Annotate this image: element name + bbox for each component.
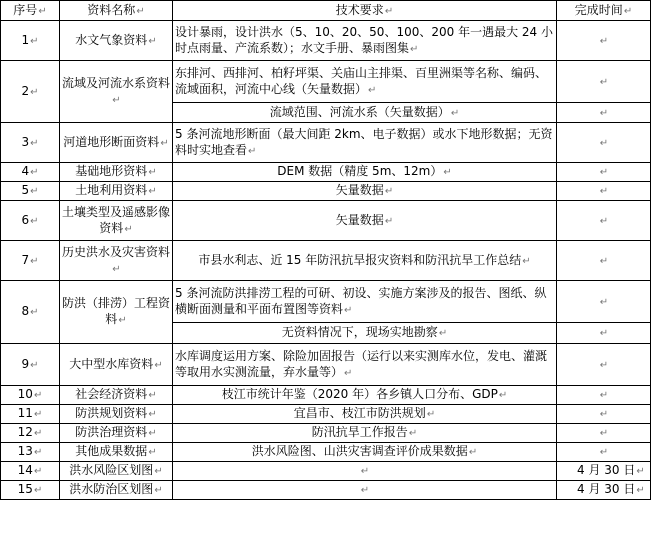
paragraph-mark: ↵ xyxy=(148,167,157,178)
paragraph-mark: ↵ xyxy=(118,315,127,326)
header-requirements: 技术要求↵ xyxy=(173,1,557,21)
cell-requirement: 无资料情况下，现场实地勘察↵ xyxy=(173,323,557,344)
paragraph-mark: ↵ xyxy=(522,255,531,267)
table-row xyxy=(1,344,651,386)
paragraph-mark: ↵ xyxy=(384,215,394,227)
paragraph-mark: ↵ xyxy=(360,466,370,477)
paragraph-mark: ↵ xyxy=(450,107,460,119)
paragraph-mark: ↵ xyxy=(148,186,157,197)
paragraph-mark: ↵ xyxy=(33,466,43,477)
paragraph-mark: ↵ xyxy=(599,447,609,458)
cell-completion-time xyxy=(557,323,651,344)
cell-name: 大中型水库资料↵ xyxy=(60,344,173,386)
cell-requirement: 市县水利志、近 15 年防汛抗旱报灾资料和防汛抗旱工作总结↵ xyxy=(173,241,557,281)
paragraph-mark: ↵ xyxy=(33,409,43,420)
paragraph-mark: ↵ xyxy=(368,84,377,96)
paragraph-mark: ↵ xyxy=(30,86,39,98)
cell-completion-time xyxy=(557,201,651,241)
header-row xyxy=(1,1,651,21)
cell-completion-time xyxy=(557,386,651,405)
table-row xyxy=(1,123,651,163)
paragraph-mark: ↵ xyxy=(599,296,609,308)
paragraph-mark: ↵ xyxy=(30,307,39,318)
cell-completion-time xyxy=(557,163,651,182)
paragraph-mark: ↵ xyxy=(599,255,609,267)
cell-requirement xyxy=(173,481,557,500)
cell-name: 基础地形资料↵ xyxy=(60,163,173,182)
paragraph-mark: ↵ xyxy=(599,167,609,178)
paragraph-mark: ↵ xyxy=(599,359,609,371)
cell-requirement: 矢量数据↵ xyxy=(173,182,557,201)
paragraph-mark: ↵ xyxy=(248,145,257,157)
cell-name: 土地利用资料↵ xyxy=(60,182,173,201)
cell-name: 流域及河流水系资料↵ xyxy=(60,61,173,123)
cell-completion-time xyxy=(557,405,651,424)
paragraph-mark: ↵ xyxy=(599,215,609,227)
paragraph-mark: ↵ xyxy=(112,263,121,275)
cell-name: 河道地形断面资料↵ xyxy=(60,123,173,163)
cell-name: 洪水风险区划图↵ xyxy=(60,462,173,481)
paragraph-mark: ↵ xyxy=(33,390,43,401)
table-row xyxy=(1,241,651,281)
paragraph-mark: ↵ xyxy=(426,409,436,420)
cell-no: 15↵ xyxy=(1,481,60,500)
cell-name: 洪水防治区划图↵ xyxy=(60,481,173,500)
cell-no: 2↵ xyxy=(1,61,60,123)
paragraph-mark: ↵ xyxy=(344,367,353,379)
paragraph-mark: ↵ xyxy=(33,428,43,439)
paragraph-mark: ↵ xyxy=(148,409,157,420)
paragraph-mark: ↵ xyxy=(443,167,452,178)
paragraph-mark: ↵ xyxy=(384,186,394,197)
cell-completion-time xyxy=(557,123,651,163)
paragraph-mark: ↵ xyxy=(30,35,39,47)
paragraph-mark: ↵ xyxy=(599,35,609,47)
table-row xyxy=(1,201,651,241)
paragraph-mark: ↵ xyxy=(599,107,609,119)
cell-no: 5↵ xyxy=(1,182,60,201)
paragraph-mark: ↵ xyxy=(30,255,39,267)
cell-requirement: 东排河、西排河、柏籽坪渠、关庙山主排渠、百里洲渠等名称、编码、流域面积，河流中心线（矢量数据）↵ xyxy=(173,61,557,103)
cell-requirement: 宜昌市、枝江市防洪规划↵ xyxy=(173,405,557,424)
paragraph-mark: ↵ xyxy=(599,76,609,88)
paragraph-mark: ↵ xyxy=(408,428,418,439)
cell-requirement xyxy=(173,462,557,481)
table-row xyxy=(1,182,651,201)
cell-requirement: 设计暴雨，设计洪水（5、10、20、50、100、200 年一遇最大 24 小时点雨量、产流系数）；水文手册、暴雨图集↵ xyxy=(173,21,557,61)
paragraph-mark: ↵ xyxy=(30,186,39,197)
cell-requirement: 水库调度运用方案、除险加固报告（运行以来实测库水位，发电、灌溉等取用水实测流量，弃水量等）↵ xyxy=(173,344,557,386)
paragraph-mark: ↵ xyxy=(599,137,609,149)
paragraph-mark: ↵ xyxy=(599,390,609,401)
cell-completion-time: 4 月 30 日↵ xyxy=(557,481,651,500)
header-name: 资料名称↵ xyxy=(60,1,173,21)
paragraph-mark: ↵ xyxy=(599,428,609,439)
paragraph-mark: ↵ xyxy=(30,215,39,227)
cell-name: 社会经济资料↵ xyxy=(60,386,173,405)
paragraph-mark: ↵ xyxy=(468,447,478,458)
cell-no: 14↵ xyxy=(1,462,60,481)
cell-no: 13↵ xyxy=(1,443,60,462)
cell-name: 防洪治理资料↵ xyxy=(60,424,173,443)
cell-name: 土壤类型及遥感影像资料↵ xyxy=(60,201,173,241)
paragraph-mark: ↵ xyxy=(148,35,157,47)
cell-no: 8↵ xyxy=(1,281,60,344)
cell-no: 1↵ xyxy=(1,21,60,61)
cell-completion-time: 4 月 30 日↵ xyxy=(557,462,651,481)
cell-requirement: 洪水风险图、山洪灾害调查评价成果数据↵ xyxy=(173,443,557,462)
paragraph-mark: ↵ xyxy=(154,485,163,496)
paragraph-mark: ↵ xyxy=(33,447,43,458)
paragraph-mark: ↵ xyxy=(599,186,609,197)
paragraph-mark: ↵ xyxy=(599,409,609,420)
cell-requirement: 5 条河流防洪排涝工程的可研、初设、实施方案涉及的报告、图纸、纵横断面测量和平面布置图等资料↵ xyxy=(173,281,557,323)
paragraph-mark: ↵ xyxy=(148,428,157,439)
cell-no: 9↵ xyxy=(1,344,60,386)
paragraph-mark: ↵ xyxy=(160,137,169,149)
paragraph-mark: ↵ xyxy=(30,137,39,149)
paragraph-mark: ↵ xyxy=(124,223,133,235)
cell-no: 7↵ xyxy=(1,241,60,281)
cell-no: 12↵ xyxy=(1,424,60,443)
cell-name: 其他成果数据↵ xyxy=(60,443,173,462)
paragraph-mark: ↵ xyxy=(148,447,157,458)
table-row xyxy=(1,386,651,405)
cell-completion-time xyxy=(557,443,651,462)
cell-requirement: 5 条河流地形断面（最大间距 2km、电子数据）或水下地形数据；无资料时实地查看↵ xyxy=(173,123,557,163)
paragraph-mark: ↵ xyxy=(344,304,353,316)
paragraph-mark: ↵ xyxy=(636,485,645,496)
cell-requirement: DEM 数据（精度 5m、12m）↵ xyxy=(173,163,557,182)
table-row xyxy=(1,424,651,443)
cell-no: 4↵ xyxy=(1,163,60,182)
cell-requirement: 矢量数据↵ xyxy=(173,201,557,241)
paragraph-mark: ↵ xyxy=(636,466,645,477)
cell-completion-time xyxy=(557,424,651,443)
cell-completion-time xyxy=(557,61,651,103)
table-row xyxy=(1,443,651,462)
paragraph-mark: ↵ xyxy=(30,359,39,371)
cell-requirement: 防汛抗旱工作报告↵ xyxy=(173,424,557,443)
cell-name: 防洪规划资料↵ xyxy=(60,405,173,424)
paragraph-mark: ↵ xyxy=(498,390,508,401)
header-completion-time: 完成时间↵ xyxy=(557,1,651,21)
table-row xyxy=(1,61,651,103)
cell-completion-time xyxy=(557,21,651,61)
paragraph-mark: ↵ xyxy=(410,43,419,55)
cell-completion-time xyxy=(557,344,651,386)
cell-no: 11↵ xyxy=(1,405,60,424)
table-row xyxy=(1,481,651,500)
paragraph-mark: ↵ xyxy=(154,359,163,371)
cell-completion-time xyxy=(557,182,651,201)
paragraph-mark: ↵ xyxy=(438,328,448,339)
paragraph-mark: ↵ xyxy=(30,167,39,178)
paragraph-mark: ↵ xyxy=(154,466,163,477)
cell-no: 6↵ xyxy=(1,201,60,241)
cell-requirement: 枝江市统计年鉴（2020 年）各乡镇人口分布、GDP↵ xyxy=(173,386,557,405)
table-row xyxy=(1,281,651,323)
paragraph-mark: ↵ xyxy=(33,485,43,496)
cell-name: 水文气象资料↵ xyxy=(60,21,173,61)
cell-completion-time xyxy=(557,103,651,123)
paragraph-mark: ↵ xyxy=(148,390,157,401)
cell-name: 历史洪水及灾害资料↵ xyxy=(60,241,173,281)
cell-completion-time xyxy=(557,241,651,281)
table-row xyxy=(1,462,651,481)
cell-no: 10↵ xyxy=(1,386,60,405)
cell-requirement: 流域范围、河流水系（矢量数据）↵ xyxy=(173,103,557,123)
cell-completion-time xyxy=(557,281,651,323)
paragraph-mark: ↵ xyxy=(112,94,121,106)
table-row xyxy=(1,21,651,61)
header-no: 序号↵ xyxy=(1,1,60,21)
paragraph-mark: ↵ xyxy=(360,485,370,496)
cell-name: 防洪（排涝）工程资料↵ xyxy=(60,281,173,344)
cell-no: 3↵ xyxy=(1,123,60,163)
paragraph-mark: ↵ xyxy=(599,328,609,339)
table-row xyxy=(1,163,651,182)
table-row xyxy=(1,405,651,424)
